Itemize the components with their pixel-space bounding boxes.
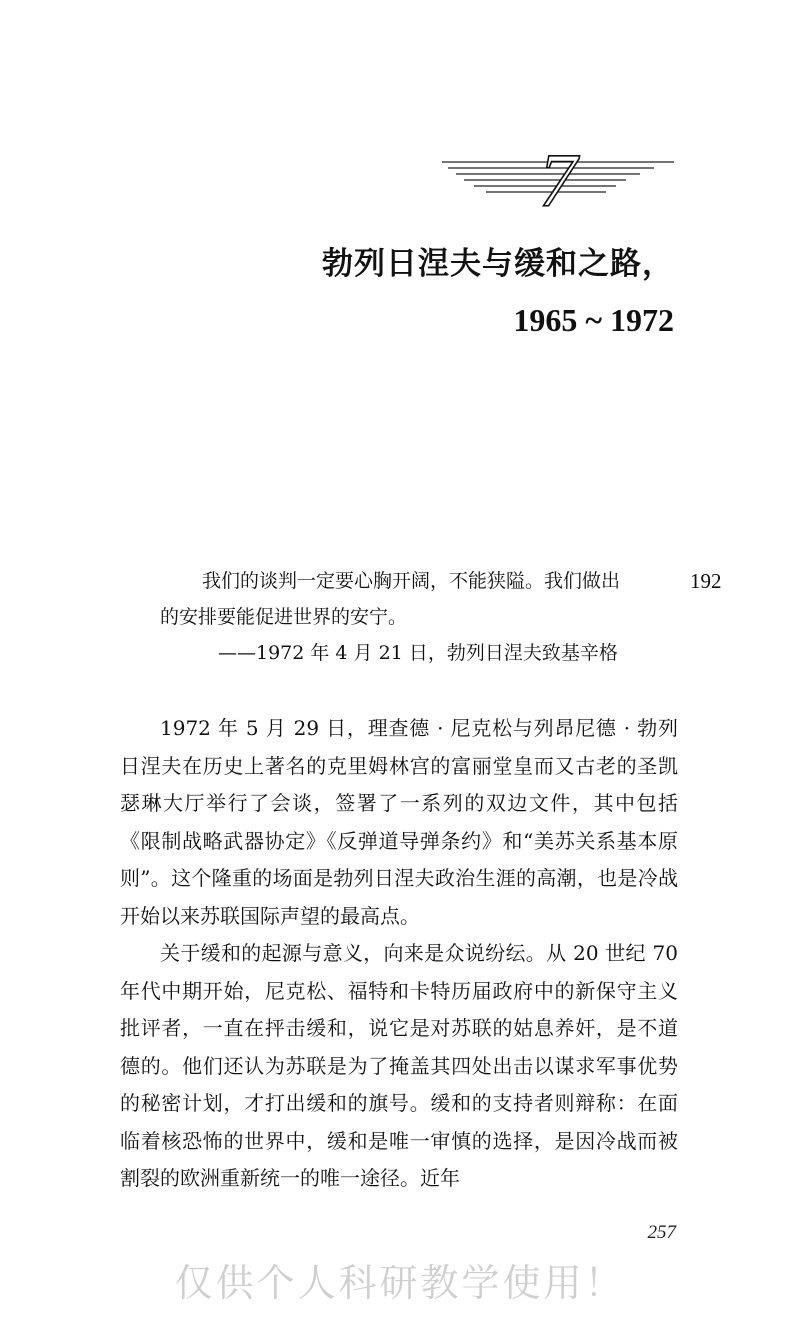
watermark: 仅供个人科研教学使用！ — [174, 1261, 626, 1305]
epigraph-attribution: ——1972 年 4 月 21 日，勃列日涅夫致基辛格 — [218, 642, 618, 664]
chapter-title — [322, 236, 674, 348]
body-paragraph-2: 关于缓和的起源与意义，向来是众说纷纭。从 20 世纪 70 年代中期开始，尼克松、福特和卡特历届政府中的新保守主义批评者，一直在抨击缓和，说它是对苏联的姑息养奸，是不道德的。他们还认为苏联是为了掩盖其四处出击以谋求军事优势的秘密计划，才打出缓和的旗号。缓和的支持者则辩称：在面临着核恐怖的世界中，缓和是唯一审慎的选择，是因冷战而被割裂的欧洲重新统一的唯一途径。近年 — [120, 941, 678, 1190]
body-paragraph-1: 1972 年 5 月 29 日，理查德 · 尼克松与列昂尼德 · 勃列日涅夫在历史上著名的克里姆林宫的富丽堂皇而又古老的圣凯瑟琳大厅举行了会谈，签署了一系列的双边文件，其中包括《限制战略武器协定》《反弹道导弹条约》和“美苏关系基本原则”。这个隆重的场面是勃列日涅夫政治生涯的高潮，也是冷战开始以来苏联国际声望的最高点。 — [120, 716, 678, 928]
chapter-number-ornament — [440, 140, 676, 216]
margin-page-reference: 192 — [690, 569, 722, 593]
chapter-number: 7 — [539, 140, 577, 216]
chapter-title-line1: 勃列日涅夫与缓和之路， — [322, 246, 674, 282]
epigraph — [160, 563, 680, 671]
body-text — [120, 710, 678, 1198]
page-number: 257 — [647, 1222, 676, 1243]
epigraph-line1: 我们的谈判一定要心胸开阔，不能狭隘。我们做出 — [202, 570, 621, 592]
epigraph-line2: 的安排要能促进世界的安宁。 — [160, 606, 408, 628]
chapter-title-years: 1965 ~ 1972 — [513, 302, 674, 338]
